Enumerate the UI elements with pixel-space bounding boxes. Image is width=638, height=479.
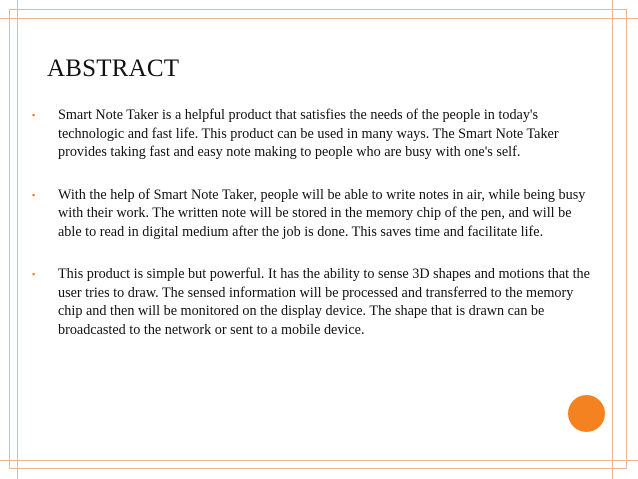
bullet-text: This product is simple but powerful. It has the ability to sense 3D shapes and motions that the user tries to draw. The sensed information will be processed and transferred to the memory chip and then will be monitored on the display device. The shape that is drawn can be broadcasted to the network or sent to a mobile device. [58, 266, 590, 338]
bullet-list [32, 106, 592, 363]
slide-title: ABSTRACT [47, 55, 180, 82]
frame-line-top [0, 18, 638, 19]
bullet-text: Smart Note Taker is a helpful product that satisfies the needs of the people in today's technologic and fast life. This product can be used in many ways. The Smart Note Taker provides taking fast and easy note making to people who are busy with one's self. [58, 107, 559, 160]
bullet-text: With the help of Smart Note Taker, people will be able to write notes in air, while being busy with their work. The written note will be stored in the memory chip of the pen, and will be able to read in digital medium after the job is done. This saves time and facilitate life. [58, 186, 586, 240]
decorative-circle-icon [568, 395, 605, 432]
bullet-icon: ▪ [32, 269, 36, 279]
frame-line-bottom [0, 460, 638, 461]
frame-line-left [17, 0, 18, 479]
bullet-icon: ▪ [32, 189, 36, 200]
frame-line-right [612, 0, 613, 479]
bullet-item-2 [32, 186, 592, 242]
bullet-item-3 [32, 265, 592, 339]
bullet-item-1 [32, 106, 592, 162]
bullet-icon: ▪ [32, 110, 36, 120]
